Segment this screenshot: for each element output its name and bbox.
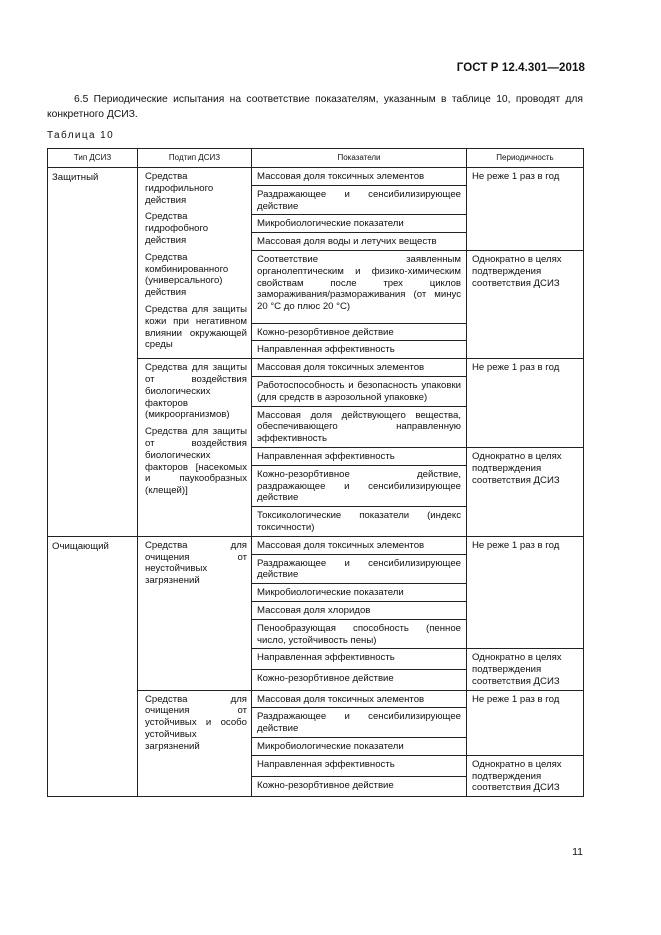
indicator-cell: Кожно-резорбтивное действие bbox=[252, 323, 467, 341]
indicator-cell: Массовая доля действующего вещества, обеспечивающего направленную эффективность bbox=[252, 406, 467, 447]
indicator-cell: Направленная эффективность bbox=[252, 447, 467, 465]
indicator-cell: Раздражающее и сенсибилизирующее действие bbox=[252, 185, 467, 215]
indicator-cell: Соответствие заявленным органолептическим и физико-химическим свойствам после трех циклов замораживания/размораживания (от минус 20 °С до плюс 20 °С) bbox=[252, 250, 467, 323]
indicator-cell: Массовая доля токсичных элементов bbox=[252, 359, 467, 377]
column-header-subtype: Подтип ДСИЗ bbox=[138, 149, 252, 168]
column-header-indicators: Показатели bbox=[252, 149, 467, 168]
indicator-cell: Кожно-резорбтивное действие, раздражающее и сенсибилизирующее действие bbox=[252, 465, 467, 506]
subtype-text: Средства гидрофобного действия bbox=[145, 211, 209, 246]
indicator-cell: Направленная эффективность bbox=[252, 755, 467, 776]
type-cell: Очищающий bbox=[48, 536, 138, 797]
indicator-cell: Массовая доля токсичных элементов bbox=[252, 168, 467, 186]
indicator-cell: Массовая доля токсичных элементов bbox=[252, 690, 467, 708]
subtype-text: Средства для очищения от устойчивых и особо устойчивых загрязнений bbox=[145, 693, 247, 752]
page-number: 11 bbox=[572, 846, 583, 858]
intro-paragraph: 6.5 Периодические испытания на соответствие показателям, указанным в таблице 10, проводят для конкретного ДСИЗ. bbox=[47, 94, 583, 120]
column-header-type: Тип ДСИЗ bbox=[48, 149, 138, 168]
table-row bbox=[48, 168, 584, 186]
indicator-cell: Массовая доля воды и летучих веществ bbox=[252, 233, 467, 251]
indicator-cell: Микробиологические показатели bbox=[252, 584, 467, 602]
subtype-cell bbox=[138, 536, 252, 690]
subtype-cell bbox=[138, 168, 252, 359]
periodicity-cell: Однократно в целях подтверждения соответствия ДСИЗ bbox=[467, 250, 584, 358]
type-cell: Защитный bbox=[48, 168, 138, 537]
indicator-cell: Кожно-резорбтивное действие bbox=[252, 669, 467, 690]
indicator-cell: Раздражающее и сенсибилизирующее действие bbox=[252, 708, 467, 738]
subtype-cell bbox=[138, 690, 252, 797]
indicator-cell: Пенообразующая способность (пенное число, устойчивость пены) bbox=[252, 619, 467, 649]
periodicity-cell: Однократно в целях подтверждения соответствия ДСИЗ bbox=[467, 447, 584, 536]
subtype-text: Средства для очищения от неустойчивых загрязнений bbox=[145, 539, 247, 587]
table-body bbox=[48, 168, 584, 797]
periodicity-cell: Однократно в целях подтверждения соответствия ДСИЗ bbox=[467, 755, 584, 796]
table-header-row bbox=[48, 149, 584, 168]
indicator-cell: Работоспособность и безопасность упаковки (для средств в аэрозольной упаковке) bbox=[252, 376, 467, 406]
indicator-cell: Микробиологические показатели bbox=[252, 215, 467, 233]
indicator-cell: Массовая доля токсичных элементов bbox=[252, 536, 467, 554]
column-header-periodicity: Периодичность bbox=[467, 149, 584, 168]
subtype-text: Средства для защиты от воздействия биологических факторов (микроорганизмов) bbox=[145, 362, 247, 421]
indicator-cell: Токсикологические показатели (индекс токсичности) bbox=[252, 507, 467, 537]
periodicity-cell: Не реже 1 раз в год bbox=[467, 690, 584, 755]
subtype-text: Средства гидрофильного действия bbox=[145, 171, 214, 206]
indicator-cell: Направленная эффективность bbox=[252, 341, 467, 359]
indicator-cell: Массовая доля хлоридов bbox=[252, 601, 467, 619]
table-caption: Таблица 10 bbox=[47, 130, 115, 141]
subtype-cell bbox=[138, 359, 252, 537]
periodicity-cell: Однократно в целях подтверждения соответствия ДСИЗ bbox=[467, 649, 584, 690]
periodicity-cell: Не реже 1 раз в год bbox=[467, 536, 584, 649]
indicator-cell: Кожно-резорбтивное действие bbox=[252, 776, 467, 797]
indicator-cell: Микробиологические показатели bbox=[252, 738, 467, 756]
indicator-cell: Направленная эффективность bbox=[252, 649, 467, 670]
periodicity-cell: Не реже 1 раз в год bbox=[467, 359, 584, 448]
subtype-text: Средства для защиты от воздействия биологических факторов [насекомых и паукообразных (клещей)] bbox=[145, 426, 247, 497]
test-periodicity-table bbox=[47, 148, 584, 797]
subtype-text: Средства комбинированного (универсального) действия bbox=[145, 251, 229, 299]
periodicity-cell: Не реже 1 раз в год bbox=[467, 168, 584, 251]
table-row bbox=[48, 536, 584, 554]
document-header: ГОСТ Р 12.4.301—2018 bbox=[456, 62, 585, 74]
subtype-text: Средства для защиты кожи при негативном влиянии окружающей среды bbox=[145, 303, 247, 351]
indicator-cell: Раздражающее и сенсибилизирующее действие bbox=[252, 554, 467, 584]
